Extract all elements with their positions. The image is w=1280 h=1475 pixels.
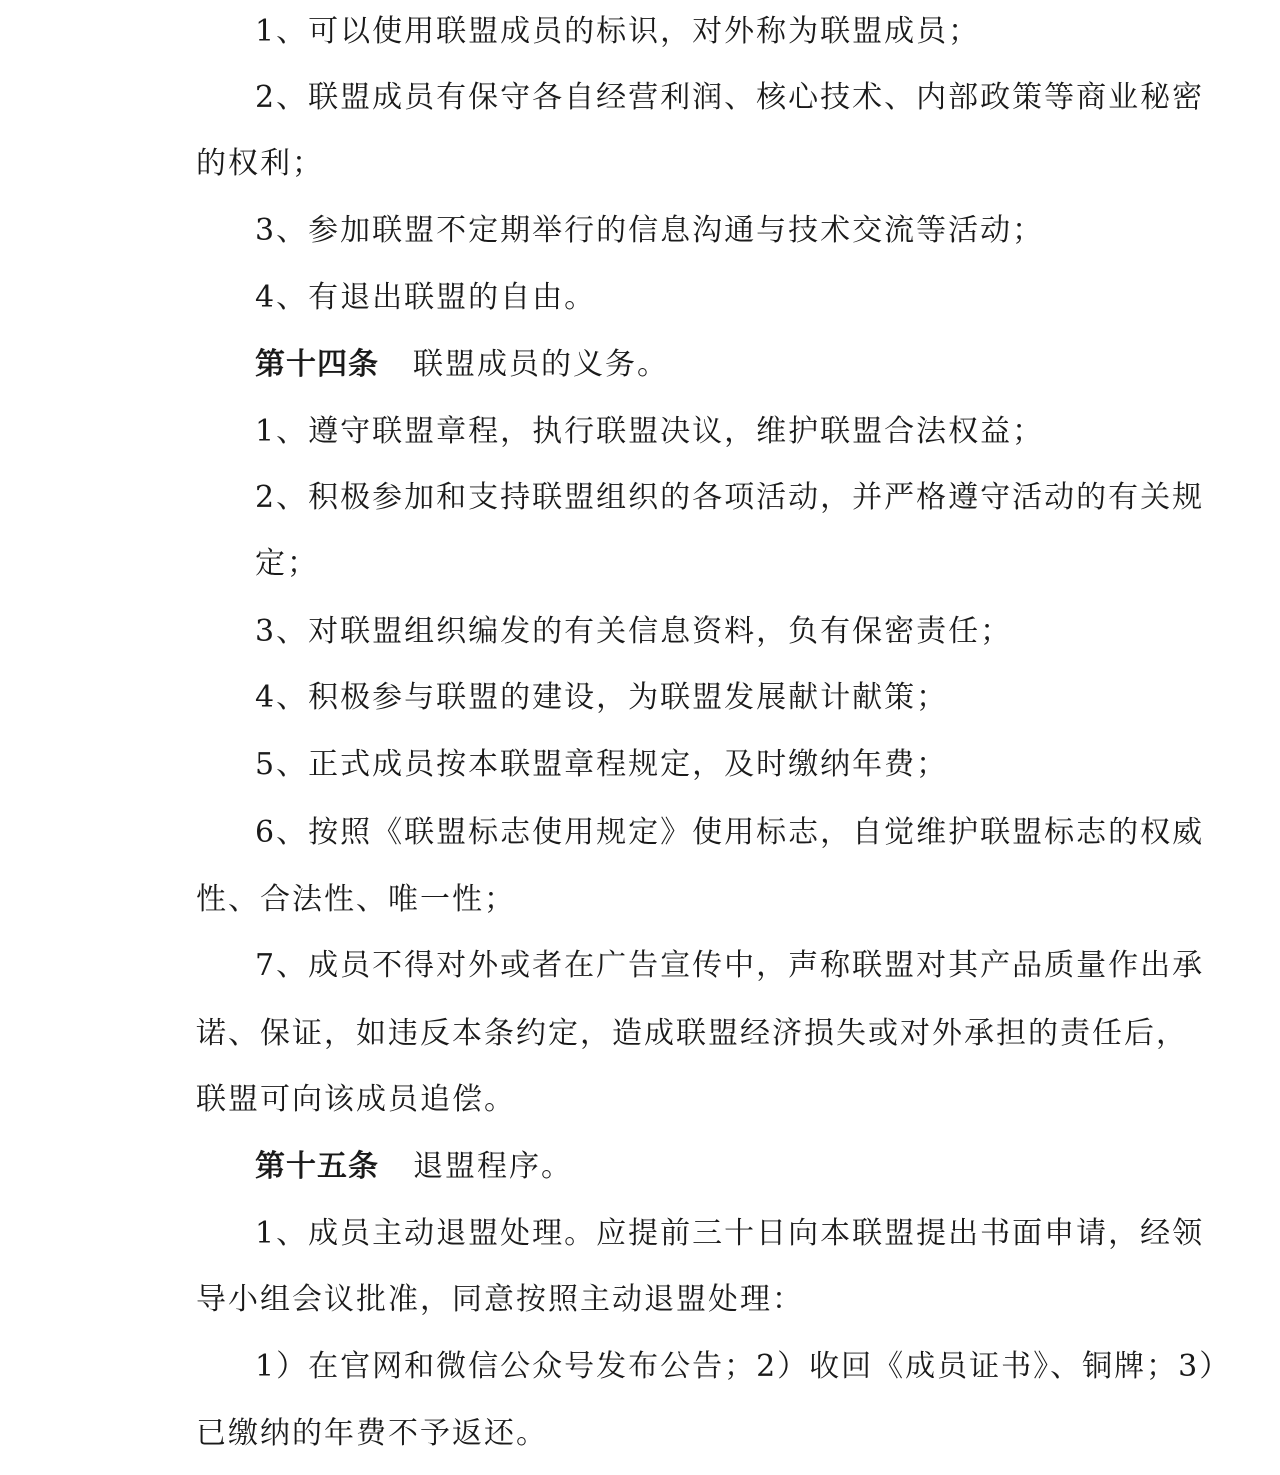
article-15-title: 退盟程序。 — [413, 1149, 573, 1184]
duty-item-5: 5、正式成员按本联盟章程规定，及时缴纳年费； — [255, 747, 949, 782]
withdrawal-item-1-continued: 导小组会议批准，同意按照主动退盟处理： — [196, 1282, 804, 1317]
article-14-label: 第十四条 — [255, 347, 379, 382]
duty-item-6: 6、按照《联盟标志使用规定》使用标志，自觉维护联盟标志的权威 — [255, 815, 1205, 850]
duty-item-6-continued: 性、合法性、唯一性； — [196, 882, 516, 917]
withdrawal-steps-continued: 已缴纳的年费不予返还。 — [196, 1416, 548, 1451]
duty-item-7-continued-2: 联盟可向该成员追偿。 — [196, 1082, 516, 1117]
duty-item-7-continued-1: 诺、保证，如违反本条约定，造成联盟经济损失或对外承担的责任后， — [196, 1016, 1188, 1051]
duty-item-1: 1、遵守联盟章程，执行联盟决议，维护联盟合法权益； — [255, 414, 1045, 449]
article-15-label: 第十五条 — [255, 1149, 379, 1184]
duty-item-2: 2、积极参加和支持联盟组织的各项活动，并严格遵守活动的有关规 — [255, 480, 1205, 515]
withdrawal-item-1: 1、成员主动退盟处理。应提前三十日向本联盟提出书面申请，经领 — [255, 1216, 1205, 1251]
right-item-1: 1、可以使用联盟成员的标识，对外称为联盟成员； — [255, 14, 981, 49]
right-item-4: 4、有退出联盟的自由。 — [255, 280, 597, 315]
right-item-3: 3、参加联盟不定期举行的信息沟通与技术交流等活动； — [255, 213, 1045, 248]
duty-item-3: 3、对联盟组织编发的有关信息资料，负有保密责任； — [255, 614, 1013, 649]
article-14-title: 联盟成员的义务。 — [413, 347, 669, 382]
right-item-2: 2、联盟成员有保守各自经营利润、核心技术、内部政策等商业秘密 — [255, 80, 1205, 115]
duty-item-7: 7、成员不得对外或者在广告宣传中，声称联盟对其产品质量作出承 — [255, 948, 1205, 983]
article-14-heading — [255, 345, 669, 385]
duty-item-4: 4、积极参与联盟的建设，为联盟发展献计献策； — [255, 680, 949, 715]
duty-item-2-continued: 定； — [255, 546, 319, 581]
right-item-2-continued: 的权利； — [196, 146, 324, 181]
article-15-heading — [255, 1147, 573, 1187]
withdrawal-steps: 1）在官网和微信公众号发布公告；2）收回《成员证书》、铜牌；3） — [255, 1349, 1232, 1384]
